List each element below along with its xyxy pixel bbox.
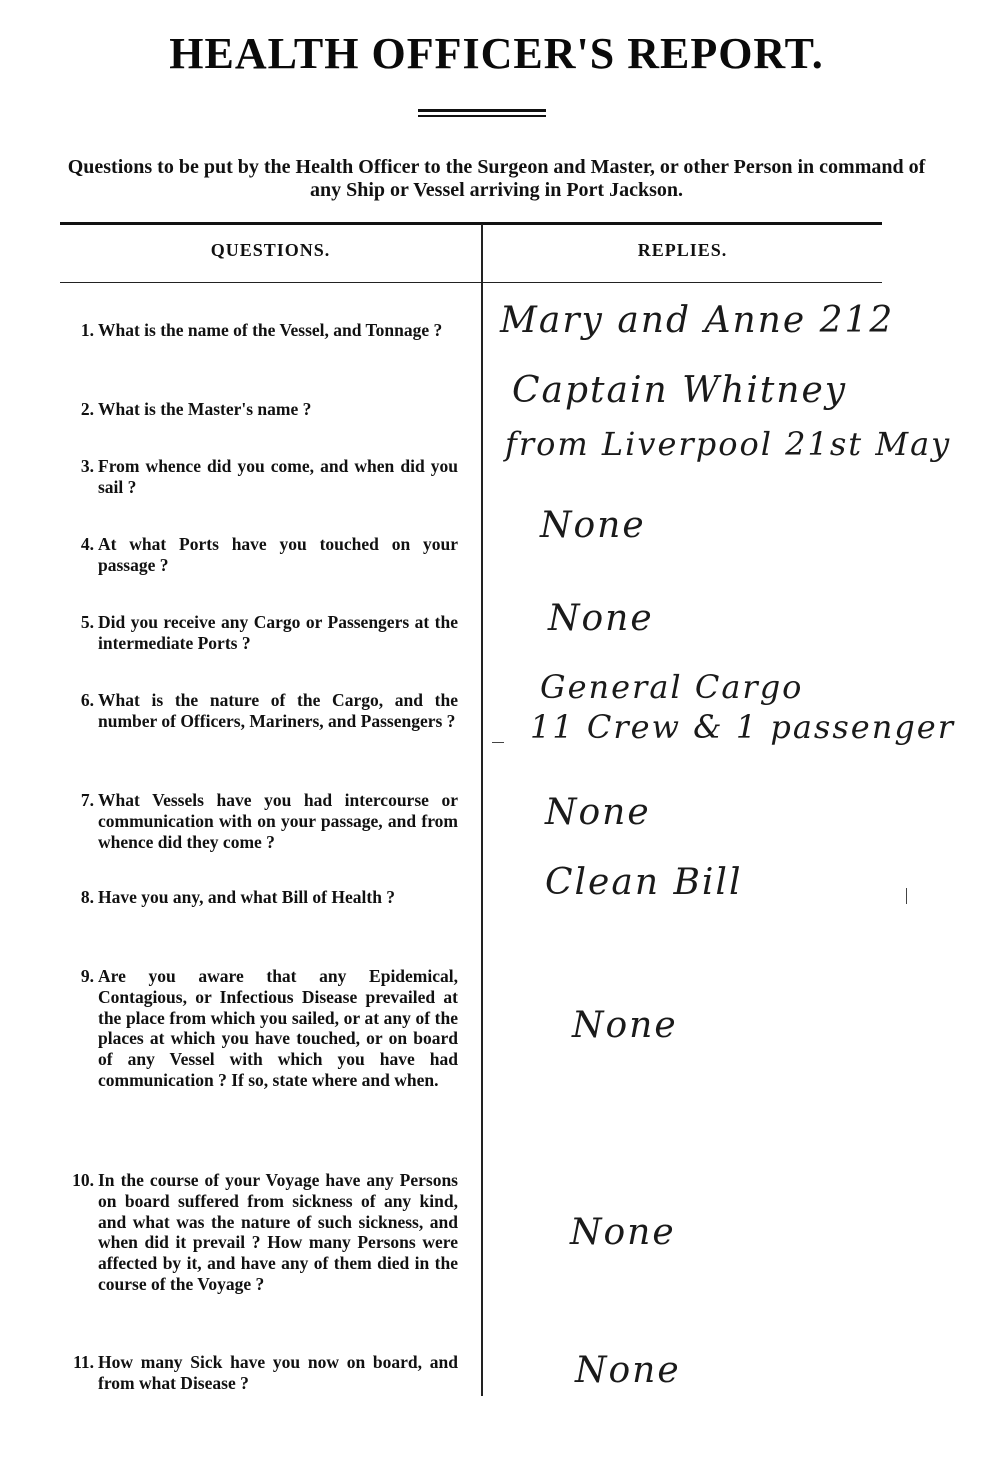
- question-number: 11.: [73, 1352, 94, 1372]
- question-10: [50, 1170, 458, 1295]
- reply-6b: 11 Crew & 1 passenger: [530, 708, 956, 746]
- reply-6a: General Cargo: [540, 668, 804, 706]
- replies-column-header: REPLIES.: [637, 240, 728, 260]
- reply-8: Clean Bill: [545, 862, 743, 903]
- question-number: 6.: [80, 690, 94, 710]
- question-11: [50, 1352, 458, 1394]
- question-text: From whence did you come, and when did you sail ?: [98, 456, 458, 497]
- question-number: 8.: [80, 887, 94, 907]
- intro-text: Questions to be put by the Health Officer to the Surgeon and Master, or other Person in command of any Ship or Vessel arriving in Port Jackson.: [67, 156, 926, 201]
- question-7: [50, 790, 458, 852]
- question-number: 9.: [80, 966, 94, 986]
- question-text: What is the name of the Vessel, and Tonnage ?: [98, 320, 443, 340]
- reply-11: None: [575, 1350, 681, 1391]
- title-rule: [418, 109, 546, 112]
- reply-7: None: [545, 792, 651, 833]
- reply-9: None: [572, 1005, 678, 1046]
- reply-10: None: [570, 1212, 676, 1253]
- question-text: Have you any, and what Bill of Health ?: [98, 887, 396, 907]
- question-number: 1.: [80, 320, 94, 340]
- margin-mark: [492, 742, 504, 743]
- question-text: What is the nature of the Cargo, and the number of Officers, Mariners, and Passengers ?: [98, 690, 458, 731]
- question-text: Did you receive any Cargo or Passengers at the intermediate Ports ?: [98, 612, 458, 653]
- question-text: At what Ports have you touched on your passage ?: [98, 534, 458, 575]
- question-number: 4.: [80, 534, 94, 554]
- question-text: Are you aware that any Epidemical, Contagious, or Infectious Disease prevailed at the place from which you sailed, or at any of the places at which you have touched, or on board of any Vessel with which you have had communication ? If so, state where and when.: [98, 966, 458, 1090]
- reply-2: Captain Whitney: [512, 370, 848, 411]
- question-text: What is the Master's name ?: [98, 399, 312, 419]
- question-number: 3.: [80, 456, 94, 476]
- column-divider: [481, 224, 483, 1396]
- title-rule: [418, 115, 546, 117]
- question-6: [50, 690, 458, 732]
- question-text: How many Sick have you now on board, and from what Disease ?: [98, 1352, 458, 1393]
- question-number: 2.: [80, 399, 94, 419]
- reply-1: Mary and Anne 212: [500, 300, 895, 341]
- question-text: What Vessels have you had intercourse or communication with on your passage, and from whence did they come ?: [98, 790, 458, 852]
- question-9: [50, 966, 458, 1091]
- question-1: [50, 320, 458, 341]
- question-2: [50, 399, 458, 420]
- question-number: 10.: [72, 1170, 94, 1190]
- question-number: 7.: [80, 790, 94, 810]
- question-5: [50, 612, 458, 654]
- margin-mark: [906, 888, 907, 904]
- table-top-rule: [60, 222, 882, 225]
- question-8: [50, 887, 458, 908]
- reply-5: None: [548, 598, 654, 639]
- question-number: 5.: [80, 612, 94, 632]
- question-text: In the course of your Voyage have any Persons on board suffered from sickness of any kind, and what was the nature of such sickness, and when did it prevail ? How many Persons were affected by it, and have any of them died in the course of the Voyage ?: [98, 1170, 458, 1294]
- report-title: HEALTH OFFICER'S REPORT.: [169, 29, 824, 78]
- reply-4: None: [540, 505, 646, 546]
- question-4: [50, 534, 458, 576]
- reply-3: from Liverpool 21st May: [505, 425, 952, 463]
- question-3: [50, 456, 458, 498]
- header-rule: [60, 282, 882, 283]
- questions-column-header: QUESTIONS.: [210, 240, 331, 260]
